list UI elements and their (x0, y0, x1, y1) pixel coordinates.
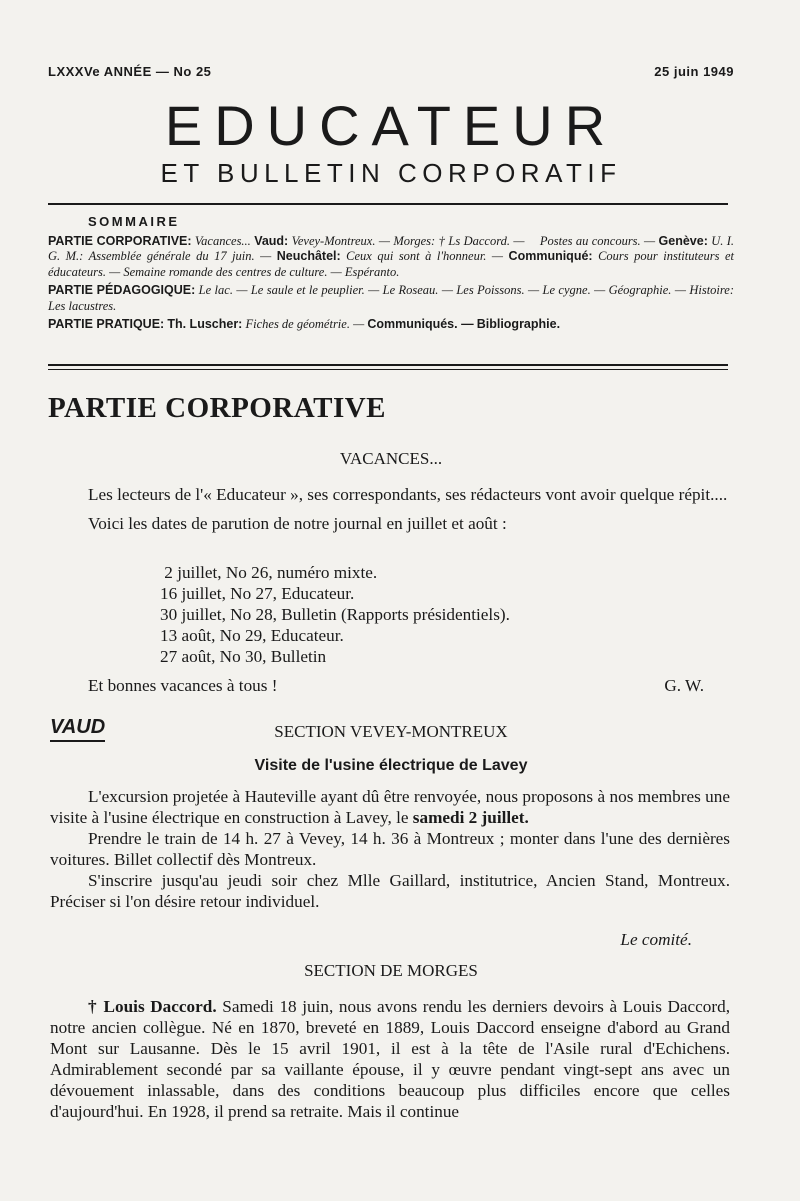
header-line (48, 64, 734, 84)
masthead-title: EDUCATEUR (164, 94, 618, 157)
toc-entry-pratique: PARTIE PRATIQUE: Th. Luscher: Fiches de géométrie. — Communiqués. — Bibliographie. (48, 317, 561, 331)
masthead-rule (48, 203, 728, 205)
obituary-text (50, 996, 730, 1122)
masthead-subtitle: ET BULLETIN CORPORATIF (160, 158, 622, 188)
toc-rule-bottom (48, 369, 728, 370)
visit-paragraph-2: Prendre le train de 14 h. 27 à Vevey, 14 h. 36 à Montreux ; monter dans l'une des dernières voitures. Billet collectif dès Montreux. (50, 829, 730, 869)
signature: G. W. (664, 676, 704, 695)
vacances-paragraph-1: Les lecteurs de l'« Educateur », ses correspondants, ses rédacteurs vont avoir quelque répit.... (88, 485, 728, 504)
toc-rule-top (48, 364, 728, 366)
closing-text: Et bonnes vacances à tous ! (88, 676, 278, 695)
visit-text (50, 786, 730, 912)
vacances-paragraph-2: Voici les dates de parution de notre journal en juillet et août : (88, 514, 507, 533)
section-vevey-montreux-title: SECTION VEVEY-MONTREUX (274, 722, 508, 741)
schedule-item: 30 juillet, No 28, Bulletin (Rapports présidentiels). (160, 605, 510, 624)
schedule-item: 27 août, No 30, Bulletin (160, 647, 327, 666)
toc-entry-corporative: PARTIE CORPORATIVE: Vacances... Vaud: Vevey-Montreux. — Morges: † Ls Daccord. — Postes au concours. — Genève: U. I. G. M.: Assemblée générale du 17 juin. — Neuchâtel: Ceux qui sont à l'honneur. — Communiqué: Cours pour instituteurs et éducateurs. — Semaine romande des centres de culture. — Espéranto. (48, 233, 735, 279)
issue-date: 25 juin 1949 (654, 64, 734, 79)
toc-heading: SOMMAIRE (88, 214, 180, 229)
section-heading-corporative: PARTIE CORPORATIVE (48, 392, 387, 424)
schedule-item: 2 juillet, No 26, numéro mixte. (160, 563, 378, 582)
obituary-paragraph: † Louis Daccord. Samedi 18 juin, nous avons rendu les derniers devoirs à Louis Daccord, notre ancien collègue. Né en 1870, breveté en 1889, Louis Daccord enseigne d'abord au Grand Mont sur Lausanne. Dès le 15 avril 1901, il est à la tête de l'Asile rural d'Echichens. Admirablement secondé par sa vaillante épouse, il y œuvre pendant vingt-sept ans avec un dévouement inlassable, dans des conditions beaucoup plus difficiles encore que celles d'aujourd'hui. En 1928, il prend sa retraite. Mais il continue (50, 997, 731, 1121)
vacances-title: VACANCES... (339, 449, 443, 468)
vaud-label: VAUD (50, 716, 105, 742)
visit-paragraph-1: L'excursion projetée à Hauteville ayant dû être renvoyée, nous proposons à nos membres une visite à l'usine électrique en construction à Lavey, le samedi 2 juillet. (50, 787, 730, 827)
schedule-item: 13 août, No 29, Educateur. (160, 626, 344, 645)
comite-signature: Le comité. (620, 930, 692, 949)
obituary-name: † Louis Daccord. (88, 997, 217, 1016)
section-morges-title: SECTION DE MORGES (304, 961, 478, 980)
closing-line (88, 676, 704, 696)
table-of-contents (48, 214, 734, 336)
vacances-text (50, 484, 730, 534)
toc-entry-pedagogique: PARTIE PÉDAGOGIQUE: Le lac. — Le saule et le peuplier. — Le Roseau. — Les Poissons. — Le cygne. — Géographie. — Histoire: Les lacustres. (48, 283, 734, 313)
schedule-item: 16 juillet, No 27, Educateur. (160, 584, 355, 603)
visit-title: Visite de l'usine électrique de Lavey (254, 757, 528, 774)
schedule-list (160, 562, 510, 667)
visit-paragraph-3: S'inscrire jusqu'au jeudi soir chez Mlle Gaillard, institutrice, Ancien Stand, Montreux. Préciser si l'on désire retour individuel. (50, 871, 730, 911)
edition-number: LXXXVe ANNÉE — No 25 (48, 64, 212, 79)
